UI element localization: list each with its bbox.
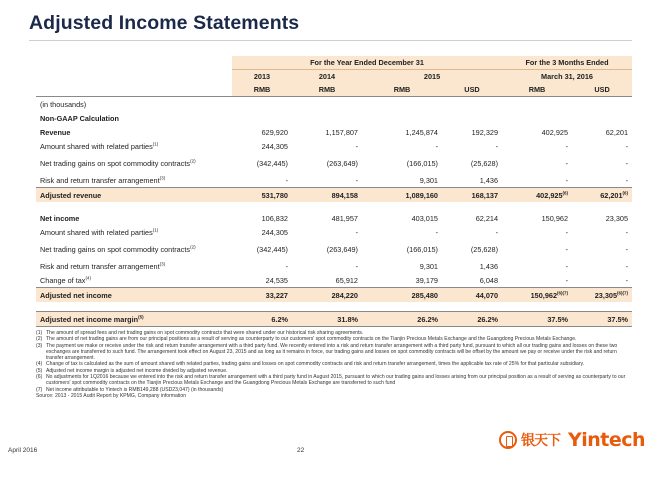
row-label-text: Revenue xyxy=(40,127,71,137)
value-cell xyxy=(292,153,362,173)
table-row-tax xyxy=(36,273,632,288)
row-label-text: Adjusted revenue xyxy=(40,190,102,200)
table-row-net-income xyxy=(36,211,632,225)
row-label-text: Adjusted net income margin xyxy=(40,314,139,324)
value-text: - xyxy=(565,261,569,271)
row-label-text: Net trading gains on spot commodity contracts xyxy=(40,244,191,254)
value-text: (166,015) xyxy=(406,158,438,168)
value-cell xyxy=(292,273,362,288)
footnote-marker: (3) xyxy=(159,261,166,267)
value-cell xyxy=(442,312,502,327)
value-cell xyxy=(292,288,362,303)
value-cell xyxy=(232,312,292,327)
value-cell xyxy=(502,153,572,173)
table-row-margin xyxy=(36,312,632,327)
year-header: March 31, 2016 xyxy=(502,70,632,84)
value-cell xyxy=(232,225,292,239)
value-text: - xyxy=(355,141,358,151)
value-cell xyxy=(502,139,572,153)
value-cell xyxy=(362,139,442,153)
footnote-number: (5) xyxy=(36,367,43,374)
footnote-marker: (6)(7) xyxy=(557,290,569,296)
value-cell xyxy=(502,239,572,259)
value-cell xyxy=(232,188,292,203)
table-row-shared1 xyxy=(36,139,632,153)
value-cell xyxy=(362,273,442,288)
value-cell xyxy=(502,225,572,239)
value-text: 37.5% xyxy=(607,314,629,324)
value-text: 33,227 xyxy=(265,290,288,300)
value-text: (263,649) xyxy=(326,244,358,254)
footnote-number: (4) xyxy=(36,361,43,368)
value-text: - xyxy=(285,261,288,271)
footnote-text: Adjusted net income margin is adjusted net income divided by adjusted revenue. xyxy=(46,367,228,374)
value-cell xyxy=(232,125,292,139)
value-cell xyxy=(292,188,362,203)
value-text: 192,329 xyxy=(471,127,499,137)
footnote-marker: (2) xyxy=(190,158,196,164)
row-label xyxy=(36,225,232,239)
value-cell xyxy=(572,273,632,288)
value-cell xyxy=(442,239,502,259)
value-text: 1,157,807 xyxy=(325,127,358,137)
value-cell xyxy=(232,211,292,225)
page-number: 22 xyxy=(297,447,305,454)
value-cell xyxy=(502,188,572,203)
value-cell xyxy=(442,173,502,188)
section-row xyxy=(36,111,632,125)
logo-english-text: Yintech xyxy=(568,429,646,451)
value-text: 9,301 xyxy=(419,175,438,185)
value-text: 26.2% xyxy=(477,314,499,324)
value-text: - xyxy=(355,175,358,185)
value-cell xyxy=(232,273,292,288)
value-text: 1,436 xyxy=(479,175,499,185)
spacer-row xyxy=(36,302,632,312)
value-text: 244,305 xyxy=(261,141,288,151)
value-text: 1,089,160 xyxy=(405,190,438,200)
value-text: - xyxy=(355,227,358,237)
source-note: Source: 2013 - 2015 Audit Report by KPMG, Company information xyxy=(36,392,187,399)
value-text: 481,957 xyxy=(331,213,358,223)
value-text: 9,301 xyxy=(419,261,438,271)
value-text: 894,158 xyxy=(331,190,358,200)
value-text: (166,015) xyxy=(406,244,438,254)
row-label-text: Adjusted net income xyxy=(40,290,112,300)
value-cell xyxy=(502,173,572,188)
row-label xyxy=(36,188,232,203)
value-cell xyxy=(442,153,502,173)
value-text: (263,649) xyxy=(326,158,358,168)
footnote-marker: (6) xyxy=(562,190,569,196)
value-cell xyxy=(232,139,292,153)
value-cell xyxy=(442,259,502,273)
value-text: - xyxy=(285,175,288,185)
value-cell xyxy=(572,259,632,273)
value-text: - xyxy=(625,261,629,271)
logo-mark-icon xyxy=(499,431,517,449)
value-cell xyxy=(572,188,632,203)
footer-date: April 2016 xyxy=(8,447,38,454)
value-text: - xyxy=(495,141,499,151)
row-label-text: Amount shared with related parties xyxy=(40,141,153,151)
value-cell xyxy=(572,153,632,173)
table-row-adj-revenue xyxy=(36,188,632,203)
footnote-text: The amount of spread fees and net trading gains on spot commodity contracts that were shared under our historical risk sharing agreements. xyxy=(46,330,364,336)
currency-header: RMB xyxy=(292,83,362,97)
value-text: 244,305 xyxy=(261,227,288,237)
footnote-text: No adjustments for 1Q2016 because we entered into the risk and return transfer arrangement with a third party fund in August 2015, pursuant to which our trading gains and losses arising from our principal position as a result of serving as counterparty to our customers' spot commodity contracts on the Tianjin Precious Metals Exchange and the Guangdong Precious Metals Exchange are transferred to such fund xyxy=(46,374,626,387)
row-label xyxy=(36,312,232,327)
value-cell xyxy=(442,273,502,288)
currency-header: RMB xyxy=(232,83,292,97)
footnote-marker: (1) xyxy=(152,227,159,233)
value-text: 403,015 xyxy=(411,213,438,223)
value-text: 1,245,874 xyxy=(405,127,438,137)
value-text: 39,179 xyxy=(415,275,438,285)
row-label xyxy=(36,153,232,173)
footnote-text: The payment we make or receive under the risk and return transfer arrangement with a third party fund. We recently entered into a risk and return transfer arrangement with a third party fund, pursuant to which all our trading gains and losses on these two exchanges are transferred to such fund. The arrangement took effect on August 23, 2015 and as long as it remains in force, our trading gains and losses on spot commodity contracts will be offset by the amount we pay or receive under the risk and return transfer arrangement. xyxy=(46,342,618,362)
value-cell xyxy=(442,211,502,225)
row-label xyxy=(36,173,232,188)
value-cell xyxy=(502,125,572,139)
value-text: - xyxy=(625,244,629,254)
income-statement-table xyxy=(36,56,632,327)
unit-row xyxy=(36,97,632,112)
value-cell xyxy=(362,225,442,239)
value-text: 37.5% xyxy=(547,314,569,324)
yintech-logo xyxy=(499,429,645,451)
row-label-text: Risk and return transfer arrangement xyxy=(40,175,160,185)
value-text: 150,962 xyxy=(541,213,569,223)
footnote-marker: (2) xyxy=(190,244,196,250)
currency-header: RMB xyxy=(502,83,572,97)
row-label xyxy=(36,211,232,225)
row-label xyxy=(36,239,232,259)
row-label xyxy=(36,125,232,139)
value-text: - xyxy=(565,244,569,254)
value-cell xyxy=(362,153,442,173)
row-label xyxy=(36,273,232,288)
value-text: - xyxy=(435,141,438,151)
value-cell xyxy=(292,211,362,225)
value-cell xyxy=(232,288,292,303)
value-text: 402,925 xyxy=(536,190,563,200)
value-cell xyxy=(362,173,442,188)
value-cell xyxy=(292,239,362,259)
currency-header: USD xyxy=(572,83,632,97)
row-label-text: Change of tax xyxy=(40,275,86,285)
value-text: 24,535 xyxy=(265,275,288,285)
value-text: 284,220 xyxy=(331,290,358,300)
value-cell xyxy=(572,125,632,139)
value-text: - xyxy=(565,227,569,237)
value-cell xyxy=(232,153,292,173)
value-text: 150,962 xyxy=(530,290,558,300)
row-label-text: Net trading gains on spot commodity contracts xyxy=(40,158,191,168)
value-text: (342,445) xyxy=(256,158,288,168)
currency-header: RMB xyxy=(362,83,442,97)
footnote-item xyxy=(36,374,632,387)
value-cell xyxy=(572,239,632,259)
row-label-text: Amount shared with related parties xyxy=(40,227,153,237)
value-text: 23,305 xyxy=(594,290,618,300)
value-text: 629,920 xyxy=(261,127,288,137)
value-text: - xyxy=(565,141,569,151)
table-row-trading1 xyxy=(36,153,632,173)
value-cell xyxy=(572,312,632,327)
value-cell xyxy=(502,288,572,303)
logo-chinese-text: 银天下 xyxy=(521,432,560,448)
value-cell xyxy=(292,259,362,273)
table-row-risk2 xyxy=(36,259,632,273)
value-text: - xyxy=(495,227,499,237)
section-label: Non-GAAP Calculation xyxy=(40,113,119,123)
value-cell xyxy=(362,211,442,225)
value-text: 1,436 xyxy=(479,261,499,271)
value-cell xyxy=(442,225,502,239)
value-text: 31.8% xyxy=(337,314,358,324)
value-text: (342,445) xyxy=(256,244,288,254)
page-title: Adjusted Income Statements xyxy=(29,12,300,34)
table-row-adj-net-income xyxy=(36,288,632,303)
value-text: 6,048 xyxy=(479,275,499,285)
value-text: 62,201 xyxy=(600,190,623,200)
value-cell xyxy=(292,139,362,153)
value-text: 65,912 xyxy=(335,275,358,285)
value-text: - xyxy=(565,275,569,285)
value-text: 62,214 xyxy=(475,213,499,223)
footnote-number: (7) xyxy=(36,386,43,393)
footnote-marker: (6)(7) xyxy=(617,290,629,296)
value-cell xyxy=(572,211,632,225)
value-cell xyxy=(232,259,292,273)
value-text: 26.2% xyxy=(417,314,438,324)
year-header: 2014 xyxy=(292,70,362,84)
row-label-text: Risk and return transfer arrangement xyxy=(40,261,160,271)
value-text: (25,628) xyxy=(470,158,499,168)
value-cell xyxy=(362,188,442,203)
value-text: - xyxy=(625,141,629,151)
footnote-number: (3) xyxy=(36,342,43,349)
unit-label: (in thousands) xyxy=(40,99,87,109)
currency-header: USD xyxy=(442,83,502,97)
value-cell xyxy=(292,173,362,188)
value-cell xyxy=(292,225,362,239)
footnotes xyxy=(36,330,632,399)
value-cell xyxy=(442,288,502,303)
value-cell xyxy=(292,312,362,327)
value-text: 531,780 xyxy=(261,190,288,200)
title-divider xyxy=(29,40,632,41)
footnote-text: Change of tax is calculated as the sum of amount shared with related parties, trading gains and losses on spot commodity contracts and risk and return transfer arrangement, times the applicable tax rate of 25% for that particular subsidiary. xyxy=(46,361,585,368)
value-cell xyxy=(362,259,442,273)
value-cell xyxy=(362,288,442,303)
year-header: 2013 xyxy=(232,70,292,84)
header-row-years xyxy=(36,70,632,84)
value-text: (25,628) xyxy=(470,244,499,254)
footnote-number: (6) xyxy=(36,374,43,381)
value-cell xyxy=(442,125,502,139)
value-text: - xyxy=(625,158,629,168)
footnote-marker: (6) xyxy=(622,190,629,196)
value-text: 106,832 xyxy=(261,213,288,223)
value-cell xyxy=(232,239,292,259)
value-cell xyxy=(572,288,632,303)
table-row-shared2 xyxy=(36,225,632,239)
quarter-group-header: For the 3 Months Ended xyxy=(502,56,632,70)
value-text: - xyxy=(435,227,438,237)
table-row-trading2 xyxy=(36,239,632,259)
value-cell xyxy=(362,125,442,139)
value-cell xyxy=(442,188,502,203)
footnote-number: (2) xyxy=(36,336,43,343)
value-text: - xyxy=(625,227,629,237)
value-text: 23,305 xyxy=(605,213,629,223)
value-text: - xyxy=(565,175,569,185)
value-text: 285,480 xyxy=(411,290,438,300)
value-cell xyxy=(572,139,632,153)
header-row-currency xyxy=(36,83,632,97)
table-row-revenue xyxy=(36,125,632,139)
year-group-header: For the Year Ended December 31 xyxy=(232,56,502,70)
table-row-risk1 xyxy=(36,173,632,188)
value-text: 6.2% xyxy=(271,314,288,324)
value-cell xyxy=(502,259,572,273)
value-cell xyxy=(442,139,502,153)
value-cell xyxy=(362,239,442,259)
footnote-number: (1) xyxy=(36,330,43,336)
value-cell xyxy=(572,173,632,188)
row-label-text: Net income xyxy=(40,213,80,223)
value-cell xyxy=(502,211,572,225)
value-cell xyxy=(292,125,362,139)
footnote-marker: (4) xyxy=(85,275,91,281)
value-cell xyxy=(502,273,572,288)
footnote-text: Net income attributable to Yintech is RMB149,288 (USD23,047) (in thousands) xyxy=(46,386,224,393)
value-text: - xyxy=(625,275,629,285)
value-text: 62,201 xyxy=(605,127,629,137)
footnote-marker: (1) xyxy=(152,141,159,147)
row-label xyxy=(36,139,232,153)
footnote-marker: (5) xyxy=(138,314,144,320)
value-text: 44,070 xyxy=(475,290,499,300)
value-text: 402,925 xyxy=(541,127,569,137)
value-cell xyxy=(502,312,572,327)
value-text: - xyxy=(625,175,629,185)
value-cell xyxy=(572,225,632,239)
header-row-groups xyxy=(36,56,632,70)
value-cell xyxy=(362,312,442,327)
value-text: 168,137 xyxy=(471,190,499,200)
spacer-row xyxy=(36,202,632,211)
value-text: - xyxy=(355,261,358,271)
footnote-marker: (3) xyxy=(159,175,166,181)
value-cell xyxy=(232,173,292,188)
value-text: - xyxy=(565,158,569,168)
footnote-text: The amount of net trading gains are from our principal positions as a result of serving as counterparty to our customers' spot commodity contracts on the Tianjin Precious Metals Exchange and the Guangdong Precious Metals Exchange. xyxy=(46,336,577,343)
row-label xyxy=(36,259,232,273)
footnote-item xyxy=(36,343,632,362)
row-label xyxy=(36,288,232,303)
year-header: 2015 xyxy=(362,70,502,84)
